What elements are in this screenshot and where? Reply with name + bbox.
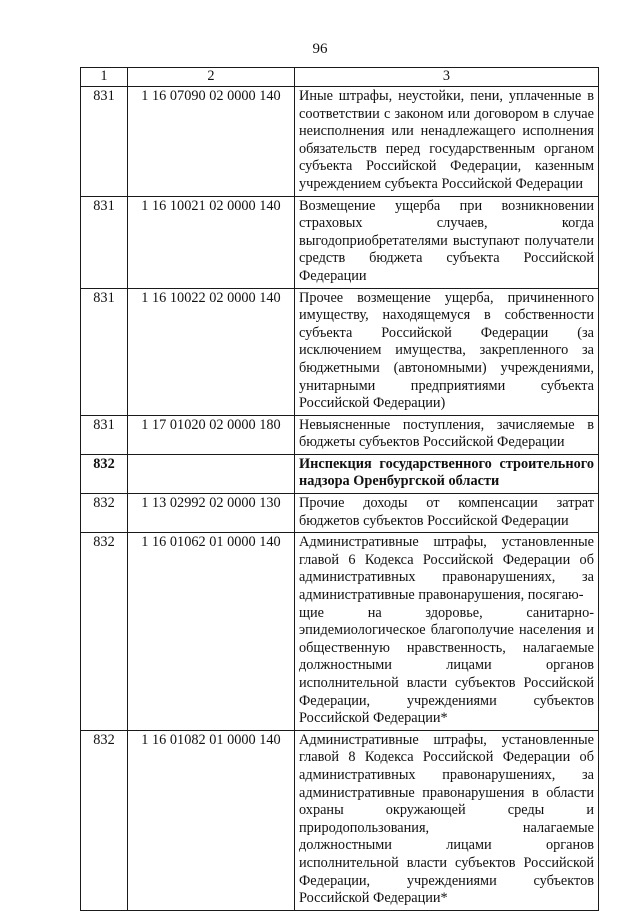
admin-code: 832 [81, 454, 128, 493]
kbk-code: 1 16 07090 02 0000 140 [128, 87, 295, 197]
admin-code: 831 [81, 196, 128, 288]
table-row [81, 196, 599, 288]
revenue-description: Прочие доходы от компенсации затрат бюджетов субъектов Российской Федерации [295, 494, 599, 533]
revenue-description [295, 533, 599, 731]
table-row [81, 494, 599, 533]
admin-code: 831 [81, 415, 128, 454]
revenue-description: Иные штрафы, неустойки, пени, уплаченные в соответствии с законом или договором в случае неисполнения или ненадлежащего исполнения обязательств перед государственным органом субъекта Российской Федерации, казенным учреждением субъекта Российской Федерации [295, 87, 599, 197]
admin-code: 832 [81, 730, 128, 910]
table-header-row [81, 68, 599, 87]
admin-code: 832 [81, 533, 128, 731]
table-row [81, 288, 599, 415]
kbk-code [128, 454, 295, 493]
admin-code: 832 [81, 494, 128, 533]
column-header-3: 3 [295, 68, 599, 87]
description-part-a: Административные штрафы, установленные главой 6 Кодекса Российской Федерации об административных правонарушениях, за административные правонарушения, посягаю- [299, 534, 594, 604]
administrator-heading-row [81, 454, 599, 493]
kbk-code: 1 13 02992 02 0000 130 [128, 494, 295, 533]
table-row [81, 730, 599, 910]
kbk-code: 1 16 01062 01 0000 140 [128, 533, 295, 731]
revenue-description: Прочее возмещение ущерба, причиненного имуществу, находящемуся в собственности субъекта Российской Федерации (за исключением имущества, закрепленного за бюджетными (автономными) учреждениями, унитарными предприятиями субъекта Российской Федерации) [295, 288, 599, 415]
description-part-b: эпидемиологическое благополучие населения и общественную нравственность, налагаемые должностными лицами органов исполнительной власти субъектов Российской Федерации, учреждениями субъектов Российской Федерации* [299, 622, 594, 727]
kbk-code: 1 16 10022 02 0000 140 [128, 288, 295, 415]
table-row [81, 87, 599, 197]
administrator-name: Инспекция государственного строительного надзора Оренбургской области [295, 454, 599, 493]
admin-code: 831 [81, 288, 128, 415]
column-header-2: 2 [128, 68, 295, 87]
kbk-code: 1 16 01082 01 0000 140 [128, 730, 295, 910]
revenue-description: Возмещение ущерба при возникновении страховых случаев, когда выгодоприобретателями выступают получатели средств бюджета субъекта Российской Федерации [295, 196, 599, 288]
table-row [81, 533, 599, 731]
admin-code: 831 [81, 87, 128, 197]
revenue-description: Невыясненные поступления, зачисляемые в бюджеты субъектов Российской Федерации [295, 415, 599, 454]
revenue-description: Административные штрафы, установленные главой 8 Кодекса Российской Федерации об административных правонарушениях, за административные правонарушения в области охраны окружающей среды и природопользования, налагаемые должностными лицами органов исполнительной власти субъектов Российской Федерации, учреждениями субъектов Российской Федерации* [295, 730, 599, 910]
page-number: 96 [312, 41, 328, 57]
budget-classification-table [80, 67, 599, 911]
kbk-code: 1 16 10021 02 0000 140 [128, 196, 295, 288]
table-row [81, 415, 599, 454]
description-spread-line: щие на здоровье, санитарно- [299, 604, 594, 621]
column-header-1: 1 [81, 68, 128, 87]
kbk-code: 1 17 01020 02 0000 180 [128, 415, 295, 454]
